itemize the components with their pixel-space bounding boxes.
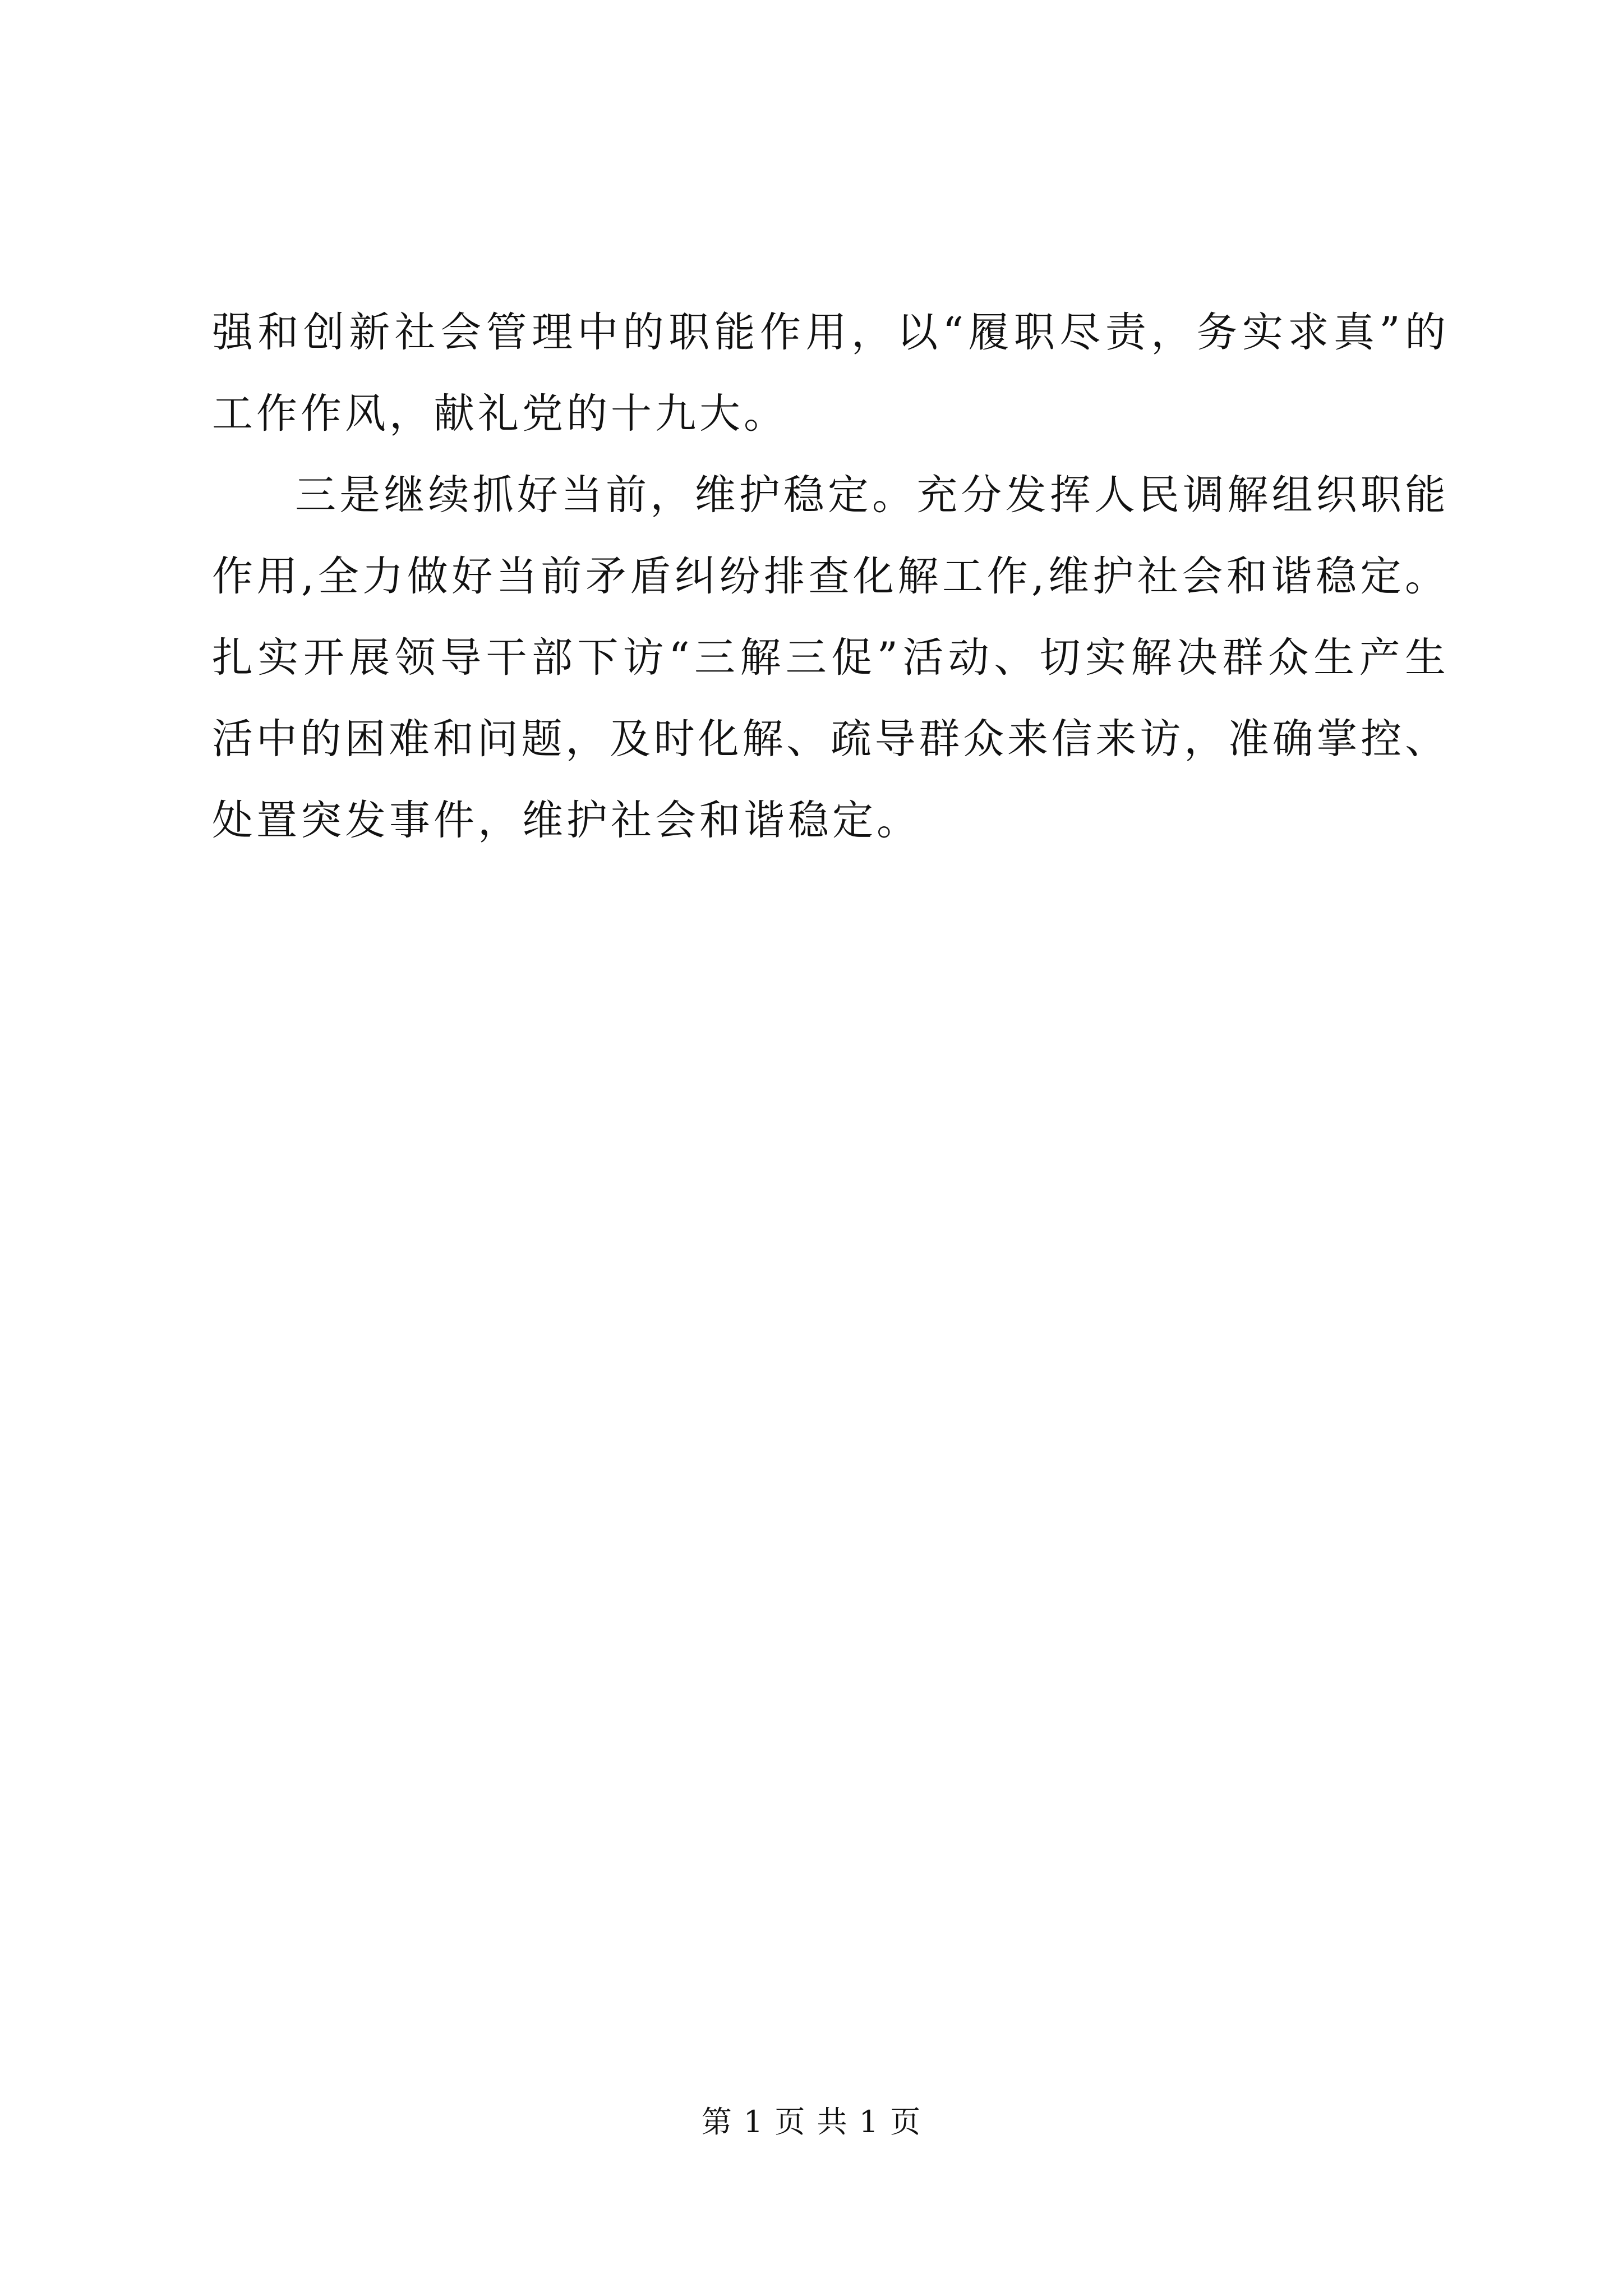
page-footer: 第 1 页 共 1 页	[701, 2104, 922, 2139]
document-body	[212, 292, 1446, 861]
body-line-5: 扎实开展领导干部下访“三解三促”活动、切实解决群众生产生	[212, 634, 1446, 682]
paragraph-start-line: 三是继续抓好当前，维护稳定。充分发挥人民调解组织职能	[295, 471, 1446, 519]
body-line-2: 工作作风，献礼党的十九大。	[212, 390, 788, 438]
body-line-4: 作用,全力做好当前矛盾纠纷排查化解工作,维护社会和谐稳定。	[212, 553, 1446, 600]
body-line-7: 处置突发事件，维护社会和谐稳定。	[212, 797, 921, 844]
body-line-6: 活中的困难和问题，及时化解、疏导群众来信来访，准确掌控、	[212, 715, 1446, 763]
body-line-1: 强和创新社会管理中的职能作用，以“履职尽责，务实求真”的	[212, 309, 1446, 356]
